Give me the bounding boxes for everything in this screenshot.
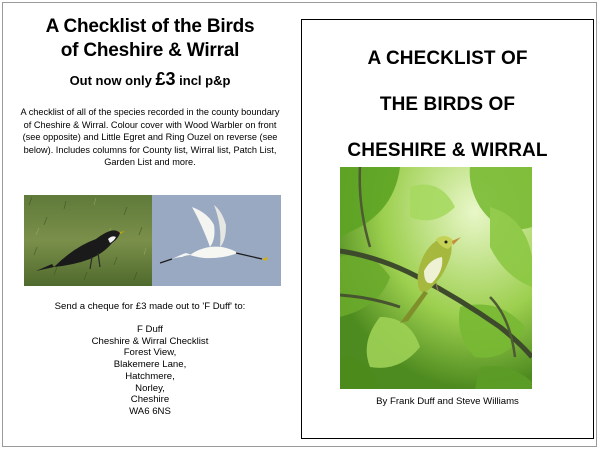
promo-suffix: incl p&p: [175, 73, 231, 88]
address-line: Hatchmere,: [125, 370, 175, 382]
address-line: Forest View,: [123, 347, 177, 359]
cover-title-line3: CHESHIRE & WIRRAL: [347, 140, 548, 161]
flyer-frame: [2, 2, 597, 447]
authors-byline: By Frank Duff and Steve Williams: [376, 396, 519, 407]
cover-title-line2: THE BIRDS OF: [379, 94, 516, 115]
address-line: Norley,: [135, 382, 165, 394]
wood-warbler-photo: [340, 167, 532, 389]
address-line: Blakemere Lane,: [113, 359, 187, 371]
leaflet-title-line2: of Cheshire & Wirral: [60, 40, 240, 61]
promo-price: £3: [155, 69, 176, 89]
description: A checklist of all of the species recorded in the county boundary of Cheshire & Wirral. Colour cover with Wood Warbler on front (see opposite) and Little Egret and Ring Ouzel on reverse (see below). Includes columns for County list, Wirral list, Patch List, Garden List and more.: [20, 107, 280, 167]
postal-address: [11, 324, 289, 418]
price-offer: [11, 69, 289, 90]
address-line: Cheshire: [130, 394, 170, 406]
promo-prefix: Out now only: [69, 73, 156, 88]
address-line: WA6 6NS: [129, 405, 171, 417]
address-line: F Duff: [137, 324, 163, 335]
ring-ouzel-photo: [24, 195, 152, 286]
checklist-cover: [301, 19, 594, 439]
address-line: Cheshire & Wirral Checklist: [91, 335, 209, 347]
leaflet-title-line1: A Checklist of the Birds: [45, 16, 255, 37]
payment-instruction: Send a cheque for £3 made out to 'F Duff' to:: [54, 301, 246, 312]
cover-title-line1: A CHECKLIST OF: [367, 48, 528, 69]
leaflet-text: [11, 15, 289, 169]
little-egret-photo: [152, 195, 281, 286]
reverse-photos: [24, 195, 281, 286]
